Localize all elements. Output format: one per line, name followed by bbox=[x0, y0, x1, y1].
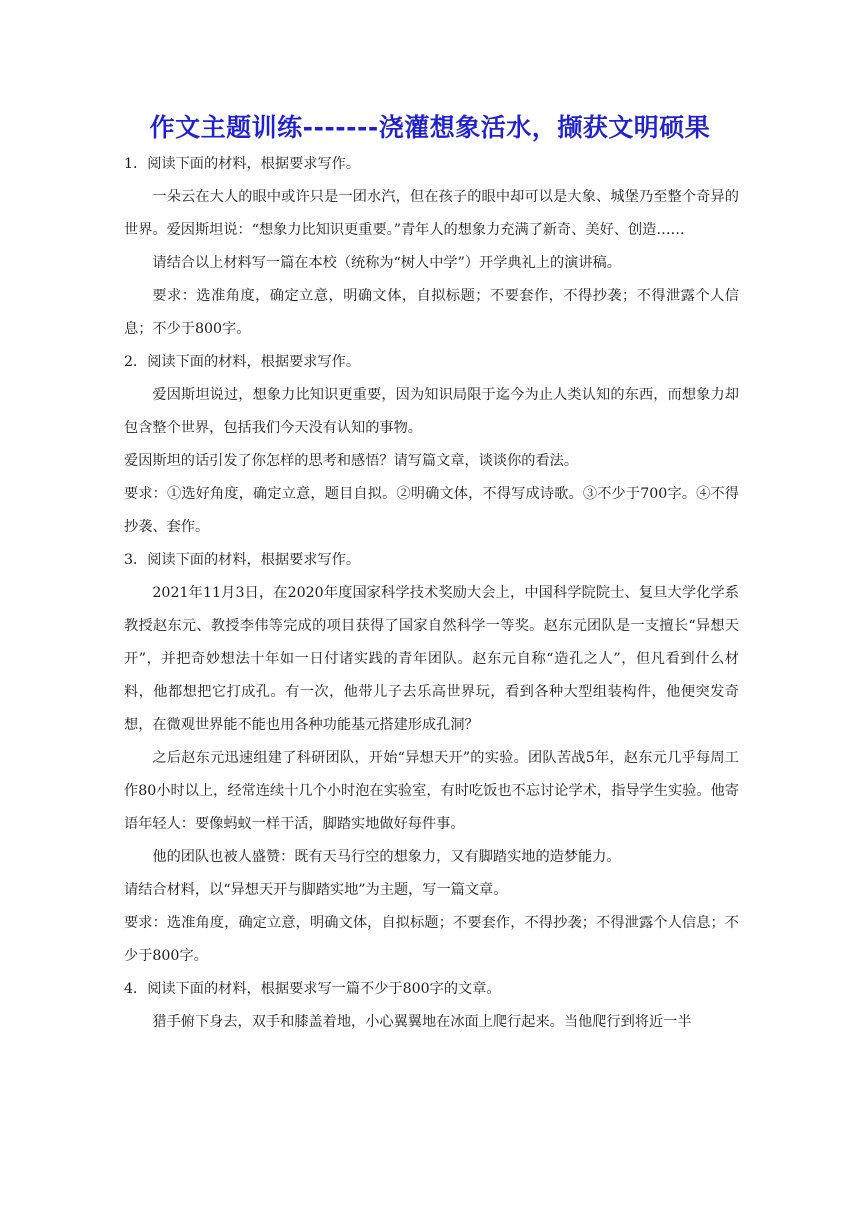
question-2-heading: 2．阅读下面的材料，根据要求写作。 bbox=[124, 354, 361, 370]
document-title: 作文主题训练-------浇灌想象活水，撷获文明硕果 bbox=[149, 113, 711, 142]
question-4-material: 猎手俯下身去，双手和膝盖着地，小心翼翼地在冰面上爬行起来。当他爬行到将近一半 bbox=[152, 1014, 692, 1030]
question-1-heading: 1．阅读下面的材料，根据要求写作。 bbox=[124, 156, 361, 172]
question-3-material-2: 之后赵东元迅速组建了科研团队，开始“异想天开”的实验。团队苦战5年，赵东元几乎每周工作80小时以上，经常连续十几个小时泡在实验室，有时吃饭也不忘讨论学术，指导学生实验。他寄语年轻人：要像蚂蚁一样干活，脚踏实地做好每件事。 bbox=[124, 750, 739, 832]
question-2-task: 爱因斯坦的话引发了你怎样的思考和感悟？请写篇文章，谈谈你的看法。 bbox=[124, 453, 579, 469]
question-3-material-1: 2021年11月3日，在2020年度国家科学技术奖励大会上，中国科学院院士、复旦大学化学系教授赵东元、教授李伟等完成的项目获得了国家自然科学一等奖。赵东元团队是一支擅长“异想天开”，并把奇妙想法十年如一日付诸实践的青年团队。赵东元自称“造孔之人”，但凡看到什么材料，他都想把它打成孔。有一次，他带儿子去乐高世界玩，看到各种大型组装构件，他便突发奇想，在微观世界能不能也用各种功能基元搭建形成孔洞？ bbox=[124, 585, 739, 733]
question-3-requirements: 要求：选准角度，确定立意，明确文体，自拟标题；不要套作，不得抄袭；不得泄露个人信息；不少于800字。 bbox=[124, 915, 739, 964]
question-3-task: 请结合材料，以“异想天开与脚踏实地”为主题，写一篇文章。 bbox=[124, 882, 508, 898]
question-4-heading: 4．阅读下面的材料，根据要求写一篇不少于800字的文章。 bbox=[124, 981, 501, 997]
question-2-material: 爱因斯坦说过，想象力比知识更重要，因为知识局限于迄今为止人类认知的东西，而想象力却包含整个世界，包括我们今天没有认知的事物。 bbox=[124, 387, 739, 436]
question-1-requirements: 要求：选准角度，确定立意，明确文体，自拟标题；不要套作，不得抄袭；不得泄露个人信息；不少于800字。 bbox=[124, 288, 739, 337]
question-1-task: 请结合以上材料写一篇在本校（统称为“树人中学”）开学典礼上的演讲稿。 bbox=[152, 255, 621, 271]
question-3-material-3: 他的团队也被人盛赞：既有天马行空的想象力，又有脚踏实地的造梦能力。 bbox=[152, 849, 621, 865]
question-2-requirements: 要求：①选好角度，确定立意，题目自拟。②明确文体，不得写成诗歌。③不少于700字。④不得抄袭、套作。 bbox=[124, 486, 739, 535]
question-1-material: 一朵云在大人的眼中或许只是一团水汽，但在孩子的眼中却可以是大象、城堡乃至整个奇异的世界。爱因斯坦说：“想象力比知识更重要。”青年人的想象力充满了新奇、美好、创造…… bbox=[124, 189, 739, 238]
document-body bbox=[124, 148, 739, 1039]
question-3-heading: 3．阅读下面的材料，根据要求写作。 bbox=[124, 552, 361, 568]
